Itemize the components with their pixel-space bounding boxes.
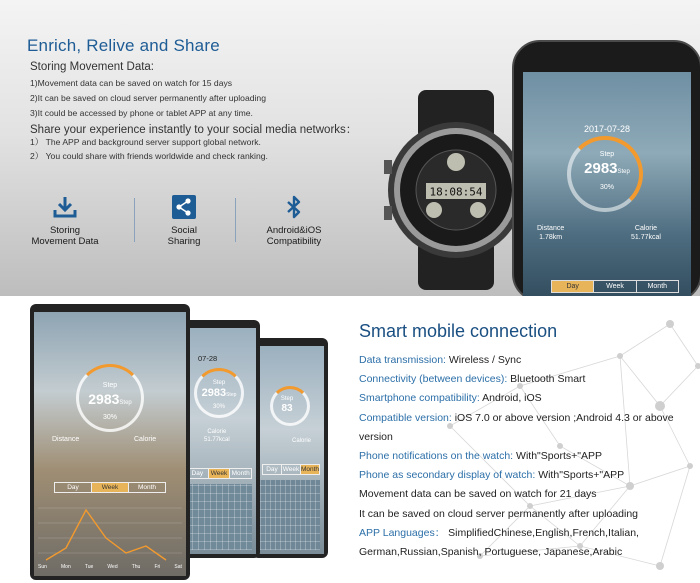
storing-item: 2)It can be saved on cloud server permanently after uploading [30, 93, 266, 103]
feature-compat [254, 195, 334, 247]
step-label: Step [212, 380, 226, 386]
calorie-label: Calorie [292, 438, 312, 444]
calorie-stat: Calorie 51.77kcal [204, 429, 230, 443]
feature-divider [134, 198, 135, 242]
tab-week[interactable]: Week [209, 469, 231, 478]
calorie-stat: Calorie 51.77kcal [631, 225, 661, 241]
tab-month[interactable]: Month [300, 466, 320, 473]
weekday-label: Wed [107, 564, 118, 570]
feature-compat-line1: Android&iOS [266, 225, 322, 236]
phone-app-week [178, 320, 260, 558]
step-label: Step [280, 396, 294, 402]
step-value: 2983Step [88, 391, 132, 407]
step-percent: 30% [599, 184, 614, 191]
weekday-label: Sun [38, 564, 47, 570]
tab-week[interactable]: Week [282, 466, 300, 473]
storing-item: 1)Movement data can be saved on watch for 15 days [30, 78, 233, 88]
spec-row: Data transmission: Wireless / Sync [359, 354, 522, 366]
tab-month[interactable]: Month [137, 484, 157, 491]
period-tabs [186, 468, 252, 479]
monthly-chart [260, 480, 320, 550]
spec-row: Smartphone compatibility: Android, iOS [359, 392, 542, 405]
weekday-label: Sat [174, 564, 182, 570]
share-list [30, 135, 268, 163]
weekday-labels [38, 564, 182, 570]
period-tabs [262, 464, 320, 475]
distance-label: Distance [52, 436, 80, 443]
distance-stat: Distance 1.78km [537, 225, 565, 241]
tab-month[interactable]: Month [231, 470, 250, 477]
phone-screen [34, 312, 186, 576]
share-icon [172, 195, 196, 219]
weekday-label: Thu [131, 564, 141, 570]
feature-sharing [144, 195, 224, 247]
tab-day[interactable]: Day [55, 483, 92, 492]
weekday-label: Mon [61, 564, 71, 570]
spec-list [359, 351, 694, 562]
share-item: 1） The APP and background server support global network. [30, 137, 261, 147]
spec-row: Phone as secondary display of watch: With"Sports+"APP [359, 469, 625, 482]
period-tabs [551, 280, 679, 293]
weekday-label: Fri [154, 564, 161, 570]
share-heading: Share your experience instantly to your social media networks： [30, 124, 358, 136]
watch-digits: 18:08:54 [429, 185, 483, 199]
period-tabs [54, 482, 166, 493]
phone-app-week-front [30, 304, 190, 580]
spec-row: Phone notifications on the watch: With"Sports+"APP [359, 450, 602, 463]
tab-day[interactable]: Day [552, 281, 594, 292]
spec-row: Compatible version: iOS 7.0 or above version ;Android 4.3 or above version [359, 411, 674, 443]
top-title: Enrich, Relive and Share [27, 36, 220, 55]
share-item: 2） You could share with friends worldwide and check ranking. [30, 151, 268, 161]
feature-divider [235, 198, 236, 242]
phone-screen [182, 328, 256, 554]
tab-day[interactable]: Day [187, 469, 209, 478]
feature-storing-line1: Storing [49, 225, 81, 236]
weekly-chart [186, 484, 252, 550]
storing-heading: Storing Movement Data: [30, 61, 155, 73]
phone-app-month [252, 338, 328, 558]
download-icon [52, 195, 78, 219]
phone-screen [256, 346, 324, 554]
feature-storing-line2: Movement Data [31, 236, 99, 247]
spec-row: Connectivity (between devices): Bluetooth Smart [359, 373, 586, 386]
calorie-label: Calorie [134, 436, 157, 443]
bluetooth-icon [284, 195, 304, 219]
step-value: 83 [281, 403, 293, 414]
app-date: 07-28 [198, 354, 218, 363]
step-percent: 30% [212, 404, 225, 410]
step-label: Step [599, 151, 615, 158]
spec-row: APP Languages： SimplifiedChinese,English,French,Italian, German,Russian,Spanish, Portuguese, Japanese,Arabic [359, 526, 639, 559]
step-value: 2983Step [201, 387, 237, 399]
step-label: Step [102, 382, 118, 389]
weekday-label: Tue [84, 564, 94, 570]
spec-row: It can be saved on cloud server permanently after uploading [359, 507, 639, 520]
step-value: 2983Step [584, 160, 630, 177]
phone-app-day [512, 40, 700, 296]
feature-sharing-line1: Social [171, 225, 197, 236]
feature-sharing-line2: Sharing [167, 236, 201, 247]
spec-row: Movement data can be saved on watch for 21 days [359, 488, 597, 501]
feature-compat-line2: Compatibility [266, 236, 322, 247]
smart-connection-title: Smart mobile connection [359, 321, 558, 341]
phone-screen [523, 72, 691, 296]
tab-week[interactable]: Week [594, 281, 636, 292]
tab-week[interactable]: Week [92, 483, 129, 492]
storing-item: 3)It could be accessed by phone or tablet APP at any time. [30, 108, 253, 118]
step-percent: 30% [102, 414, 117, 421]
feature-storing [22, 195, 108, 247]
app-date: 2017-07-28 [583, 124, 631, 134]
storing-list [30, 76, 266, 121]
smartwatch-image [378, 90, 534, 290]
weekly-step-chart [38, 498, 182, 568]
tab-month[interactable]: Month [647, 283, 668, 290]
bottom-section [0, 296, 700, 583]
tab-day[interactable]: Day [263, 465, 282, 474]
